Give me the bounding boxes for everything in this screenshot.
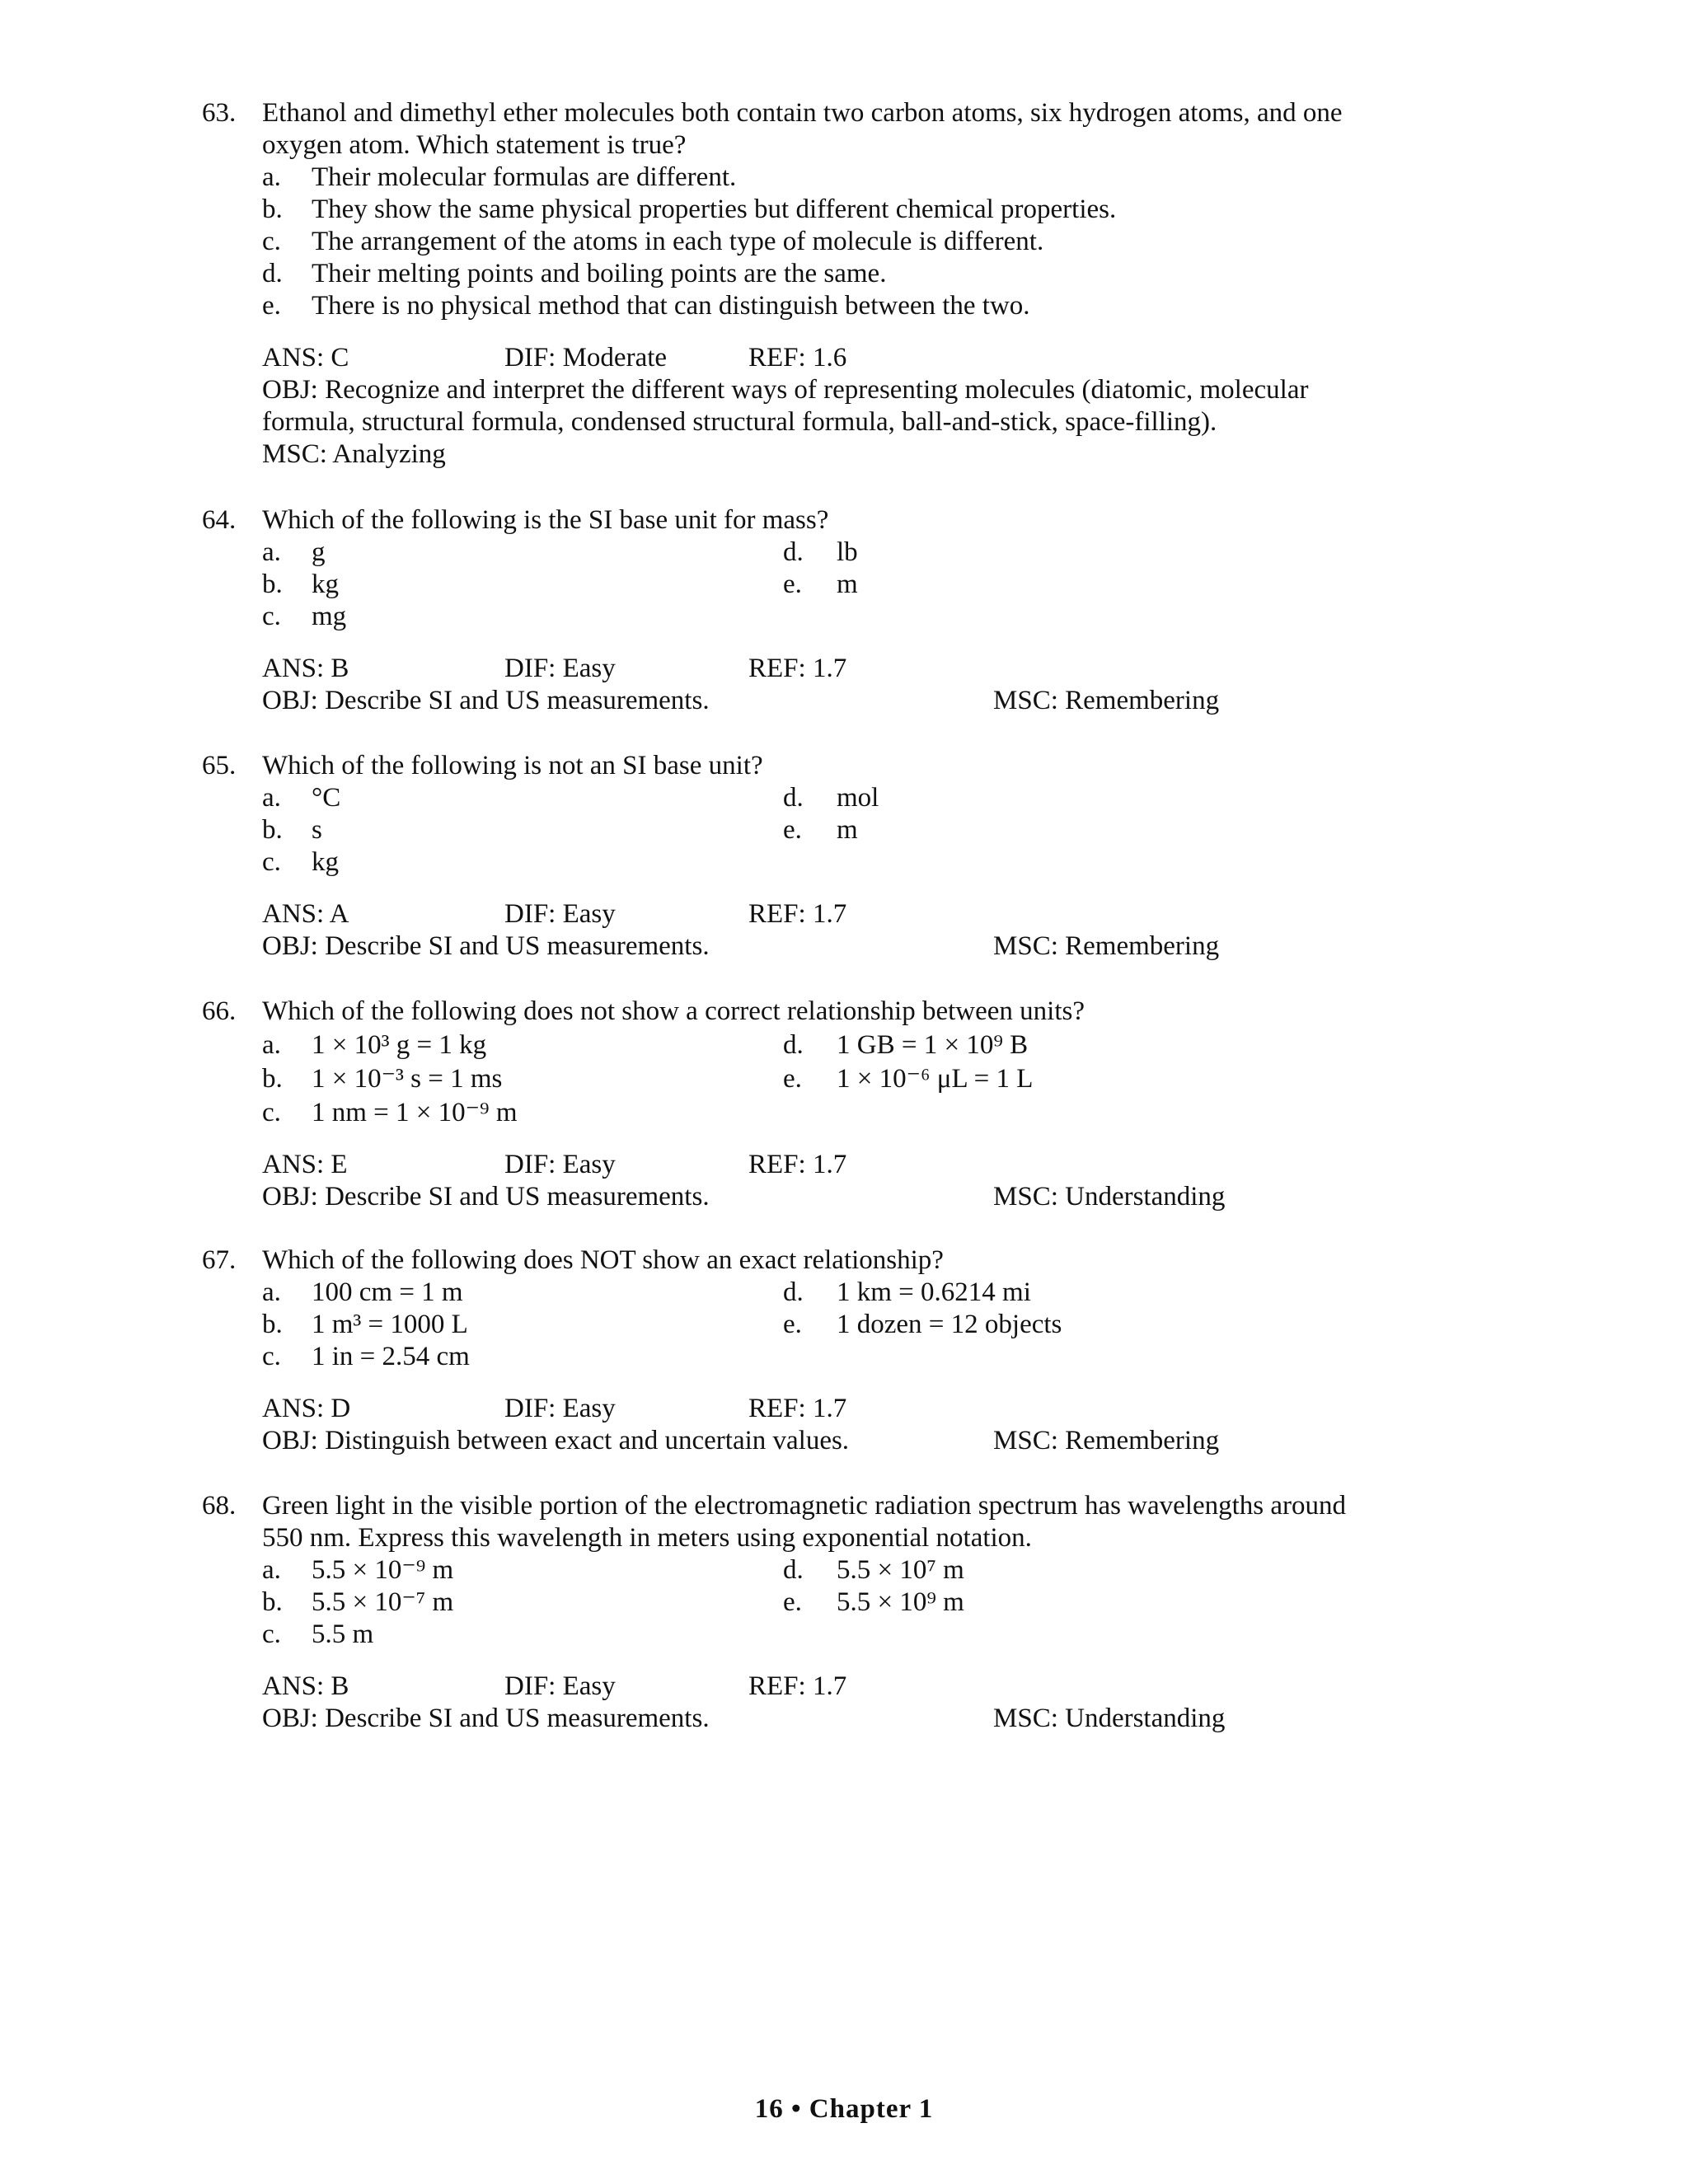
reference: REF: 1.7 [748, 654, 847, 683]
option-label-b: b. [262, 815, 283, 845]
option-text-b: s [312, 815, 322, 845]
option-text-d: 5.5 × 10⁷ m [837, 1555, 964, 1585]
option-label-a: a. [262, 162, 281, 192]
option-text-b: kg [312, 569, 339, 599]
option-text-c: 5.5 m [312, 1619, 374, 1649]
option-label-c: c. [262, 1342, 281, 1371]
difficulty: DIF: Easy [504, 1150, 616, 1179]
objective-line-1: OBJ: Recognize and interpret the different ways of representing molecules (diatomic, molecular [262, 375, 1309, 405]
option-label-a: a. [262, 1555, 281, 1585]
objective: OBJ: Distinguish between exact and uncertain values. [262, 1426, 850, 1455]
option-text-d: 1 GB = 1 × 10⁹ B [837, 1030, 1029, 1060]
msc-category: MSC: Remembering [993, 686, 1220, 715]
option-label-c: c. [262, 602, 281, 631]
answer-key: ANS: D [262, 1394, 351, 1423]
option-text-c: The arrangement of the atoms in each type of molecule is different. [312, 227, 1044, 256]
difficulty: DIF: Easy [504, 899, 616, 929]
question-stem-line-1: Green light in the visible portion of the electromagnetic radiation spectrum has wavelengths around [262, 1491, 1347, 1521]
question-number: 63. [202, 98, 237, 128]
option-label-b: b. [262, 569, 283, 599]
objective: OBJ: Describe SI and US measurements. [262, 686, 710, 715]
option-label-e: e. [783, 1587, 802, 1617]
question-stem: Which of the following does not show a correct relationship between units? [262, 996, 1085, 1026]
question-number: 67. [202, 1245, 237, 1275]
answer-key: ANS: B [262, 654, 349, 683]
msc-category: MSC: Understanding [993, 1182, 1226, 1212]
question-stem-line-2: oxygen atom. Which statement is true? [262, 130, 687, 160]
option-label-d: d. [783, 1277, 804, 1307]
option-label-e: e. [783, 815, 802, 845]
option-label-d: d. [783, 537, 804, 567]
option-label-c: c. [262, 1619, 281, 1649]
option-text-c: 1 in = 2.54 cm [312, 1342, 470, 1371]
answer-key: ANS: C [262, 343, 349, 373]
option-label-c: c. [262, 847, 281, 877]
option-text-e: m [837, 815, 858, 845]
option-text-e: m [837, 569, 858, 599]
option-text-d: lb [837, 537, 858, 567]
option-text-d: 1 km = 0.6214 mi [837, 1277, 1031, 1307]
option-label-b: b. [262, 1310, 283, 1339]
option-label-e: e. [262, 291, 281, 321]
option-text-d: Their melting points and boiling points are the same. [312, 259, 887, 288]
objective: OBJ: Describe SI and US measurements. [262, 931, 710, 961]
option-label-d: d. [783, 1030, 804, 1060]
option-label-e: e. [783, 1064, 802, 1094]
option-text-a: 5.5 × 10⁻⁹ m [312, 1555, 454, 1585]
answer-key: ANS: E [262, 1150, 348, 1179]
option-text-a: 1 × 10³ g = 1 kg [312, 1030, 487, 1060]
difficulty: DIF: Easy [504, 654, 616, 683]
option-label-b: b. [262, 194, 283, 224]
option-text-a: Their molecular formulas are different. [312, 162, 737, 192]
option-label-d: d. [783, 783, 804, 813]
objective: OBJ: Describe SI and US measurements. [262, 1704, 710, 1733]
option-label-b: b. [262, 1587, 283, 1617]
option-text-e: There is no physical method that can distinguish between the two. [312, 291, 1030, 321]
question-number: 64. [202, 505, 237, 535]
question-number: 68. [202, 1491, 237, 1521]
difficulty: DIF: Easy [504, 1671, 616, 1701]
option-label-c: c. [262, 227, 281, 256]
option-label-d: d. [783, 1555, 804, 1585]
option-label-e: e. [783, 1310, 802, 1339]
option-text-e: 5.5 × 10⁹ m [837, 1587, 964, 1617]
option-text-a: °C [312, 783, 341, 813]
question-number: 66. [202, 996, 237, 1026]
difficulty: DIF: Easy [504, 1394, 616, 1423]
option-label-e: e. [783, 569, 802, 599]
question-number: 65. [202, 751, 237, 780]
reference: REF: 1.7 [748, 899, 847, 929]
option-text-c: kg [312, 847, 339, 877]
option-label-a: a. [262, 1277, 281, 1307]
option-label-a: a. [262, 537, 281, 567]
option-label-c: c. [262, 1098, 281, 1127]
option-label-a: a. [262, 1030, 281, 1060]
objective-line-2: formula, structural formula, condensed structural formula, ball-and-stick, space-filling). [262, 407, 1217, 437]
option-text-a: g [312, 537, 326, 567]
option-text-b: 1 × 10⁻³ s = 1 ms [312, 1064, 503, 1094]
page-footer: 16 • Chapter 1 [754, 2094, 934, 2124]
msc-category: MSC: Remembering [993, 1426, 1220, 1455]
difficulty: DIF: Moderate [504, 343, 668, 373]
option-label-a: a. [262, 783, 281, 813]
option-text-d: mol [837, 783, 879, 813]
option-text-e: 1 × 10⁻⁶ μL = 1 L [837, 1064, 1034, 1094]
option-text-a: 100 cm = 1 m [312, 1277, 463, 1307]
reference: REF: 1.7 [748, 1671, 847, 1701]
reference: REF: 1.7 [748, 1150, 847, 1179]
question-stem-line-2: 550 nm. Express this wavelength in meters using exponential notation. [262, 1523, 1032, 1553]
option-text-e: 1 dozen = 12 objects [837, 1310, 1062, 1339]
msc-category: MSC: Remembering [993, 931, 1220, 961]
objective: OBJ: Describe SI and US measurements. [262, 1182, 710, 1212]
question-stem: Which of the following is not an SI base unit? [262, 751, 763, 780]
question-stem-line-1: Ethanol and dimethyl ether molecules both contain two carbon atoms, six hydrogen atoms, and one [262, 98, 1343, 128]
answer-key: ANS: B [262, 1671, 349, 1701]
reference: REF: 1.7 [748, 1394, 847, 1423]
option-text-b: 5.5 × 10⁻⁷ m [312, 1587, 454, 1617]
answer-key: ANS: A [262, 899, 349, 929]
option-label-d: d. [262, 259, 283, 288]
option-text-c: 1 nm = 1 × 10⁻⁹ m [312, 1098, 518, 1127]
question-stem: Which of the following does NOT show an exact relationship? [262, 1245, 944, 1275]
msc-category: MSC: Analyzing [262, 439, 446, 469]
question-stem: Which of the following is the SI base unit for mass? [262, 505, 829, 535]
option-text-b: 1 m³ = 1000 L [312, 1310, 468, 1339]
option-label-b: b. [262, 1064, 283, 1094]
reference: REF: 1.6 [748, 343, 847, 373]
option-text-b: They show the same physical properties but different chemical properties. [312, 194, 1117, 224]
msc-category: MSC: Understanding [993, 1704, 1226, 1733]
option-text-c: mg [312, 602, 347, 631]
